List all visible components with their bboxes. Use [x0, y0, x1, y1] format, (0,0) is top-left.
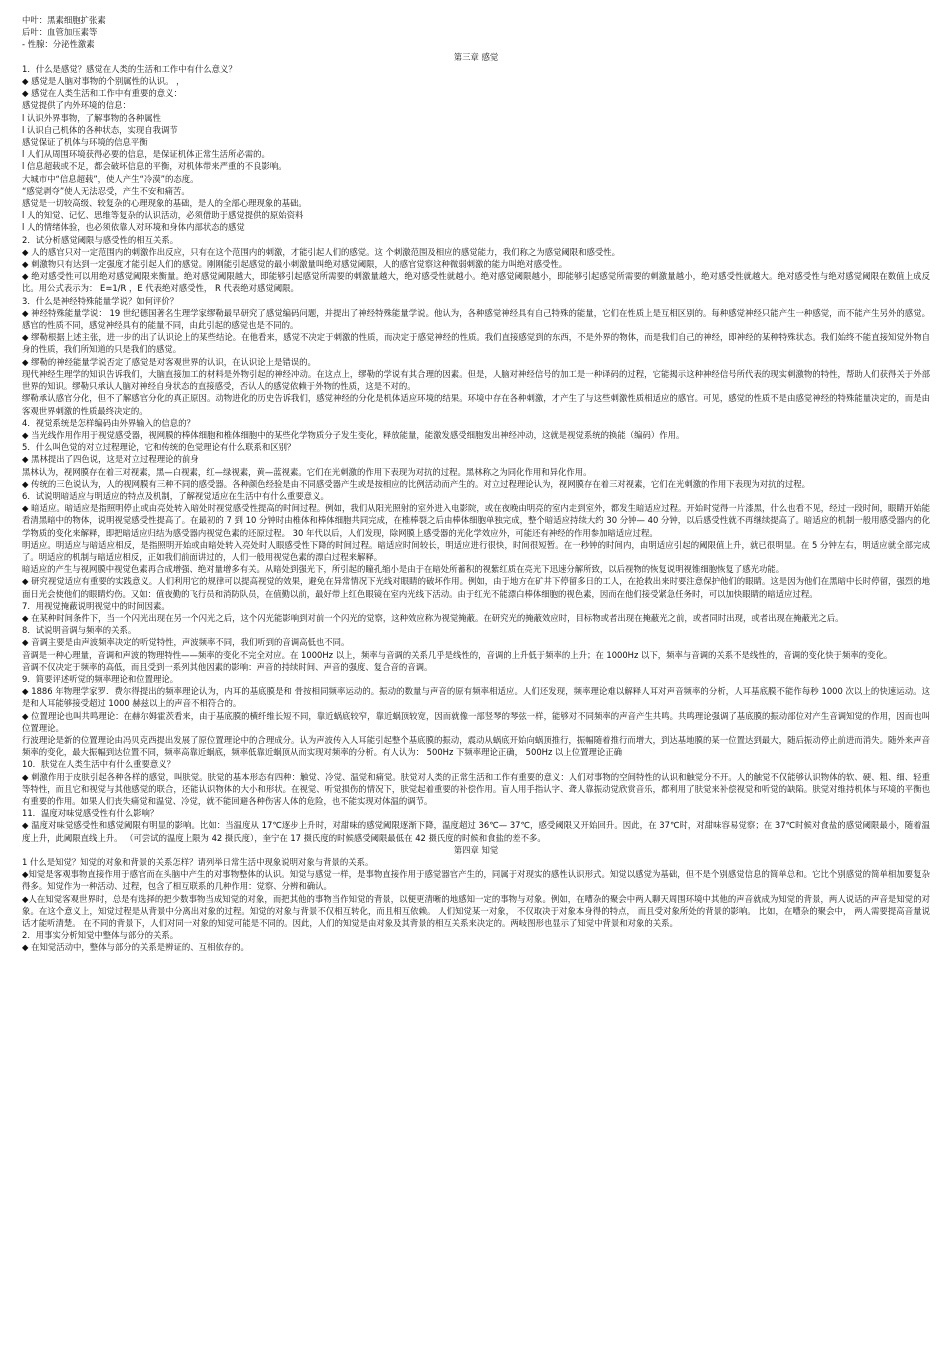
text-line: ◆ 音调主要是由声波频率决定的听觉特性，声波频率不同，我们听到的音调高低也不同。 [22, 637, 350, 648]
text-line: ◆ 感觉在人类生活和工作中有重要的意义： [22, 88, 182, 99]
text-line: 感觉保证了机体与环境的信息平衡 [22, 137, 148, 148]
body-paragraph: ◆ 传统的三色说认为，人的视网膜有三种不同的感受器。各种颜色经验是由不同感受器产生或是按相应的比例活动而产生的。对立过程理论认为，视网膜存在着三对视素，它们在光刺激的作用下表现为对抗的过程。 [22, 478, 810, 489]
text-line: ◆ 在知觉活动中，整体与部分的关系是辨证的、互相依存的。 [22, 942, 249, 953]
text-line: 10．肤觉在人类生活中有什么重要意义？ [22, 759, 176, 770]
text-line: l 信息超载或不足，都会破坏信息的平衡，对机体带来严重的不良影响。 [22, 161, 287, 172]
text-line: 7．用视觉掩蔽说明视觉中的时间因素。 [22, 600, 170, 611]
text-line: 2．用事实分析知觉中整体与部分的关系。 [22, 930, 179, 941]
body-paragraph: ◆知觉是客观事物直接作用于感官而在头脑中产生的对事物整体的认识。知觉与感觉一样，是事物直接作用于感觉器官产生的，同属于对现实的感性认识形式。知觉以感觉为基础，但不是个别感觉信息的简单总和。它比个别感觉的简单相加要复杂得多。知觉作为一种活动、过程，包含了相互联系的几种作用：觉察、分辨和确认。 [22, 869, 930, 892]
text-line: 5．什么叫色觉的对立过程理论，它和传统的色觉理论有什么联系和区别？ [22, 442, 296, 453]
intro-line: - 性腺：分泌性激素 [22, 39, 95, 50]
body-paragraph: ◆ 缪勒根据上述主张，进一步的出了认识论上的某些结论。在他看来，感觉不决定于刺激的性质，而决定于感觉神经的性质。我们直接感觉到的东西，不是外界的物体，而是我们自己的神经，即神经的某种特殊状态。我们始终不能直接知觉外物自身的性质，我们所知道的只是我们的感觉。 [22, 332, 930, 355]
body-paragraph: ◆ 暗适应。暗适应是指照明停止或由亮处转入暗处时视觉感受性提高的时间过程。例如，我们从阳光照射的室外进入电影院，或在夜晚由明亮的室内走到室外，都发生暗适应过程。开始时觉得一片漆黑，什么也看不见，经过一段时间，眼睛开始能看清黑暗中的物体，说明视觉感受性提高了。在最初的 7 到 10 分钟时由椎体和棒体细胞共同完成，在椎棒裂之后由棒体细胞单独完成，整个暗适应持续大约 30 分钟— 40 分钟，以后感受性就不再继续提高了。暗适应的机制一般用感受器内的化学物质的变化来解释，即把暗适应归结为感受器内视觉色素的还原过程。 30 年代以后，人们发现，除网膜上感受器的光化学效应外，可能还有神经的作用参加暗适应过程。 [22, 503, 930, 538]
body-paragraph: ◆ 温度对味觉感受性和感觉阈限有明显的影响。比如：当温度从 17℃逐步上升时，对甜味的感觉阈限逐渐下降，温度超过 36℃— 37℃，感受阈限又开始回升。因此，在 37℃时，对甜味容易觉察；在 37℃时候对食盐的感觉阈限最小，随着温度上升，此阈限直线上升。 （可尝试的温度上限为 42 摄氏度），奎宁在 17 摄氏度的时候感受阈限最低在 42 摄氏度的时候和食盐的差不多。 [22, 820, 930, 843]
body-paragraph: 行波理论是新的位置理论由冯贝克西提出发展了原位置理论中的合理成分。认为声波传入人耳能引起整个基底膜的振动，震动从蜗底开始向蜗顶推行，振幅随着推行而增大，到达基地膜的某一位置达到最大，随后振动停止前进而消失。随外来声音频率的变化，最大振幅到达位置不同，频率高靠近蜗底，频率低靠近蜗顶从而实现对频率的分析。有人认为： 500Hz 下频率理论正确， 500Hz 以上位置理论正确 [22, 734, 930, 758]
text-line: 11．温度对味觉感受性有什么影响？ [22, 808, 159, 819]
text-line: 大城市中“信息超载”，使人产生“冷漠”的态度。 [22, 173, 199, 184]
body-paragraph: ◆ 刺激作用于皮肤引起各种各样的感觉，叫肤觉。肤觉的基本形态有四种：触觉、冷觉、温觉和痛觉。肤觉对人类的正常生活和工作有重要的意义：人们对事物的空间特性的认识和触觉分不开。人的触觉不仅能够认识物体的软、硬、粗、细、轻重等特性，而且它和视觉与其他感觉的联合，还能认识物体的大小和形状。在视觉、听觉损伤的情况下，肤觉起着重要的补偿作用。盲人用手指认字、聋人靠振动觉欣赏音乐，都利用了肤觉来补偿视觉和听觉的缺陷。肤觉对维持机体与环境的平衡也有重要的作用。如果人们丧失痛觉和温觉、冷觉，就不能回避各种伤害人体的危险，也不能实现对体温的调节。 [22, 771, 930, 806]
text-line: ◆ 感觉是人脑对事物的个别属性的认识。 ， [22, 76, 185, 87]
text-line: 黑林认为，视网膜存在着三对视素，黑—白视素，红—绿视素，黄—蓝视素。它们在光刺激的作用下表现为对抗的过程。黑林称之为同化作用和异化作用。 [22, 466, 592, 477]
text-line: 2．试分析感觉阈限与感受性的相互关系。 [22, 234, 179, 245]
intro-line: 后叶：血管加压素等 [22, 27, 98, 38]
text-line: 8．试说明音调与频率的关系。 [22, 625, 137, 636]
chapter-heading: 第三章 感觉 [453, 51, 499, 62]
text-line: 音调不仅决定于频率的高低，而且受到一系列其他因素的影响：声音的持续时间、声音的强度、复合音的音调。 [22, 661, 433, 672]
body-paragraph: ◆ 研究视觉适应有重要的实践意义。人们利用它的规律可以提高视觉的效果，避免在异常情况下光线对眼睛的破坏作用。例如，由于地方在矿井下停留多日的工人，在抢救出来时要注意保护他们的眼睛。这是因为他们在黑暗中长时停留，强烈的地面日光会使他们的眼睛灼伤。又如：值夜勤的飞行员和消防队员，在值勤以前，最好带上红色眼镜在室内光线下活动。由于红光不能漂白棒体细胞的视色素，因而在他们接受紧急任务时，可以加快眼睛的暗适应过程。 [22, 576, 930, 599]
body-paragraph: ◆人在知觉客观世界时，总是有选择的把少数事物当成知觉的对象，而把其他的事物当作知觉的背景，以便更清晰的地感知一定的事物与对象。例如，在嘈杂的聚会中两人聊天周围环境中其他的声音就成为知觉的背景，两人说话的声音是知觉的对象。在这个意义上，知觉过程是从背景中分离出对象的过程。知觉的对象与背景不仅相互转化，而且相互依赖。 人们知觉某一对象， 不仅取决于对象本身得的特点， 而且受对象所处的背景的影响。 比如，在嘈杂的聚会中， 两人需要提高音量说话才能听清楚。 在不同的背景下，人们对同一对象的知觉可能是不同的。因此，人们的知觉是由对象及其背景的相互关系来决定的。两岐图形也显示了知觉中背景和对象的关系。 [22, 893, 930, 929]
body-paragraph: 明适应。明适应与暗适应相反，是指照明开始或由暗处转入亮处时人眼感受性下降的时间过程。暗适应时间较长，明适应进行很快，时间很短暂。在一秒钟的时间内，由明适应引起的阈限值上升，就已很明显。在 5 分钟左右，明适应就全部完成了。明适应的机制与暗适应相反，正如我们前面讲过的，人们一般用视觉色素的漂白过程来解释。 [22, 539, 930, 562]
text-line: 4．视觉系统是怎样编码由外界输入的信息的？ [22, 417, 195, 428]
text-line: 感觉提供了内外环境的信息： [22, 100, 131, 111]
text-line: l 人的知觉、记忆、思维等复杂的认识活动，必须借助于感觉提供的原始资料 [22, 210, 304, 221]
intro-line: 中叶：黑素细胞扩张素 [22, 15, 106, 25]
text-line: l 人们从周围环境获得必要的信息，是保证机体正常生活所必需的。 [22, 149, 270, 160]
body-paragraph: 缪勒承认感官分化，但不了解感官分化的真正原因。动物进化的历史告诉我们，感觉神经的分化是机体适应环境的结果。环境中存在各种刺激，才产生了与这些刺激性质相适应的感官。可见，感觉的性质不是由感觉神经的特殊能量决定的，而是由客观世界刺激的性质最终决定的。 [22, 393, 930, 416]
text-line: 1 什么是知觉？知觉的对象和背景的关系怎样？请列举日常生活中现象说明对象与背景的关系。 [22, 857, 374, 868]
body-paragraph: 现代神经生理学的知识告诉我们，大脑直接加工的材料是外物引起的神经冲动。在这点上，缪勒的学说有其合理的因素。但是，人脑对神经信号的加工是一种译码的过程，它能揭示这种神经信号所代表的现实刺激物的特性，帮助人们获得关于外部世界的知识。缪勒只承认人脑对神经自身状态的直接感受，否认人的感觉依赖于外物的性质，这是不对的。 [22, 368, 930, 392]
text-line: “感觉剥夺”使人无法忍受，产生不安和痛苦。 [22, 185, 190, 196]
text-line: l 认识自己机体的各种状态，实现自我调节 [22, 124, 178, 135]
body-paragraph: 暗适应的产生与视网膜中视觉色素再合成增强、绝对量增多有关。从暗处到强光下，所引起的瞳孔缩小是由于在暗处所蓄积的视紫红质在亮光下迅速分解所致，以后视物的恢复说明视锥细胞恢复了感光功能。 [22, 564, 785, 575]
text-line: 感觉是一切较高级、较复杂的心理现象的基础，是人的全部心理现象的基础。 [22, 198, 307, 209]
text-line: 9．简要评述听觉的频率理论和位置理论。 [22, 673, 179, 684]
text-line: ◆ 刺激物只有达到一定强度才能引起人们的感觉。刚刚能引起感觉的最小刺激量叫绝对感觉阈限，人的感官觉察这种微弱刺激的能力叫绝对感受性。 [22, 259, 568, 270]
text-line: l 人的情绪体验，也必须依靠人对环境和身体内部状态的感觉 [22, 222, 245, 233]
text-line: ◆ 黑林提出了四色说，这是对立过程理论的前身 [22, 454, 199, 465]
text-line: 6．试说明暗适应与明适应的特点及机制，了解视觉适应在生活中有什么重要意义。 [22, 490, 329, 501]
body-paragraph: ◆ 当光线作用作用于视觉感受器，视网膜的棒体细胞和椎体细胞中的某些化学物质分子发生变化，释放能量，能激发感受细胞发出神经冲动，这就是视觉系统的换能（编码）作用。 [22, 429, 685, 440]
text-line: l 认识外界事物，了解事物的各种属性 [22, 112, 161, 123]
body-paragraph: ◆ 在某种时间条件下，当一个闪光出现在另一个闪光之后，这个闪光能影响到对前一个闪光的觉察，这种效应称为视觉掩蔽。在研究光的掩蔽效应时，目标物或者出现在掩蔽光之前，或者同时出现，或者出现在掩蔽光之后。 [22, 612, 844, 623]
text-line: 3．什么是神经特殊能量学说？如何评价？ [22, 295, 179, 306]
body-paragraph: 音调是一种心理量，音调和声波的物理特性——频率的变化不完全对应。在 1000Hz 以上，频率与音调的关系几乎是线性的，音调的上升低于频率的上升；在 1000Hz 以下，频率与音调的关系不是线性的，音调的变化快于频率的变化。 [22, 649, 893, 660]
body-paragraph: ◆ 绝对感受性可以用绝对感觉阈限来衡量。绝对感觉阈限越大，即能够引起感觉所需要的刺激量越大，绝对感受性就越小。绝对感觉阈限越小，即能够引起感觉所需要的刺激量越小，绝对感受性就越大。绝对感受性与绝对感觉阈限在数值上成反比。用公式表示为： E=1/R ，E 代表绝对感受性， R 代表绝对感觉阈限。 [22, 271, 930, 294]
body-paragraph: ◆ 1886 年物理学家罗．费尔得提出的频率理论认为，内耳的基底膜是和 骨按相同频率运动的。振动的数量与声音的原有频率相适应。人们还发现，频率理论难以解释人耳对声音频率的分析，人耳基底膜不能作每秒 1000 次以上的快速运动。这是和人耳能够接受超过 1000 赫兹以上的声音不相符合的。 [22, 686, 930, 709]
text-line: ◆ 人的感官只对一定范围内的刺激作出反应，只有在这个范围内的刺激，才能引起人们的感觉。这 个刺激范围及相应的感觉能力，我们称之为感觉阈限和感受性。 [22, 246, 621, 257]
body-paragraph: ◆ 位置理论也叫共鸣理论：在赫尔姆霍茨看来，由于基底膜的横纤维长短不同，靠近蜗底较窄，靠近蜗顶较宽，因而就像一部竖琴的琴弦一样，能够对不同频率的声音产生共鸣。共鸣理论强调了基底膜的振动部位对产生音调知觉的作用，因而也叫位置理论。 [22, 710, 930, 733]
text-line: 1．什么是感觉？感觉在人类的生活和工作中有什么意义？ [22, 63, 237, 74]
body-paragraph: ◆ 神经特殊能量学说： 19 世纪德国著名生理学家缪勒最早研究了感觉编码问题，并提出了神经特殊能量学说。他认为，各种感觉神经具有自己特殊的能量，它们在性质上是互相区别的。每种感觉神经只能产生一种感觉，而不能产生另外的感觉。感官的性质不同，感觉神经具有的能量不同，由此引起的感觉也是不同的。 [22, 307, 930, 331]
text-line: ◆ 缪勒的神经能量学说否定了感觉是对客观世界的认识，在认识论上是错误的。 [22, 356, 316, 367]
chapter-heading: 第四章 知觉 [453, 844, 499, 855]
